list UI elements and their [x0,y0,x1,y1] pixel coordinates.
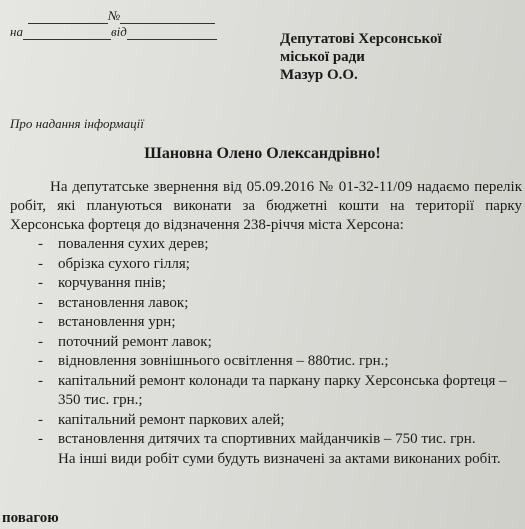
list-item: - повалення сухих дерев; [10,235,522,255]
closing-sentence: На інші види робіт суми будуть визначені за актами виконаних робіт. [58,450,501,467]
list-item: - капітальний ремонт колонади та паркану парку Херсонська фортеця – 350 тис. грн.; [10,372,522,411]
outgoing-number-line [28,8,215,24]
ref-blank [127,27,217,40]
date-blank [23,27,111,40]
date-prefix: на [10,24,23,39]
list-item: - капітальний ремонт паркових алей; [10,411,522,431]
letter-body [10,178,522,469]
addressee-block [280,30,520,84]
addressee-line-1: Депутатові Херсонської [280,31,442,47]
regards-line: повагою [2,510,59,526]
list-item: - встановлення лавок; [10,294,522,314]
list-item: - поточний ремонт лавок; [10,333,522,353]
addressee-line-3: Мазур О.О. [280,67,358,83]
list-item: - встановлення урн; [10,313,522,333]
date-suffix: від [110,24,127,39]
outgoing-date-line [10,24,217,40]
number-blank [28,11,108,24]
list-item: - встановлення дитячих та спортивних майданчиків – 750 тис. грн. [10,430,522,450]
works-list [10,235,522,450]
number-mark: № [108,8,121,23]
salutation: Шановна Олено Олександрівно! [144,145,381,162]
addressee-line-2: міської ради [280,49,365,65]
list-item: - обрізка сухого гілля; [10,255,522,275]
intro-paragraph: На депутатське звернення від 05.09.2016 № 01-32-11/09 надаємо перелік робіт, які плануються виконати за бюджетні кошти на території парку Херсонська фортеця до відзначення 238-річчя міста Херсона: [10,179,522,233]
subject-line: Про надання інформації [10,116,144,131]
number-value-blank [120,11,215,24]
list-item: - корчування пнів; [10,274,522,294]
list-item: - відновлення зовнішнього освітлення – 880тис. грн.; [10,352,522,372]
